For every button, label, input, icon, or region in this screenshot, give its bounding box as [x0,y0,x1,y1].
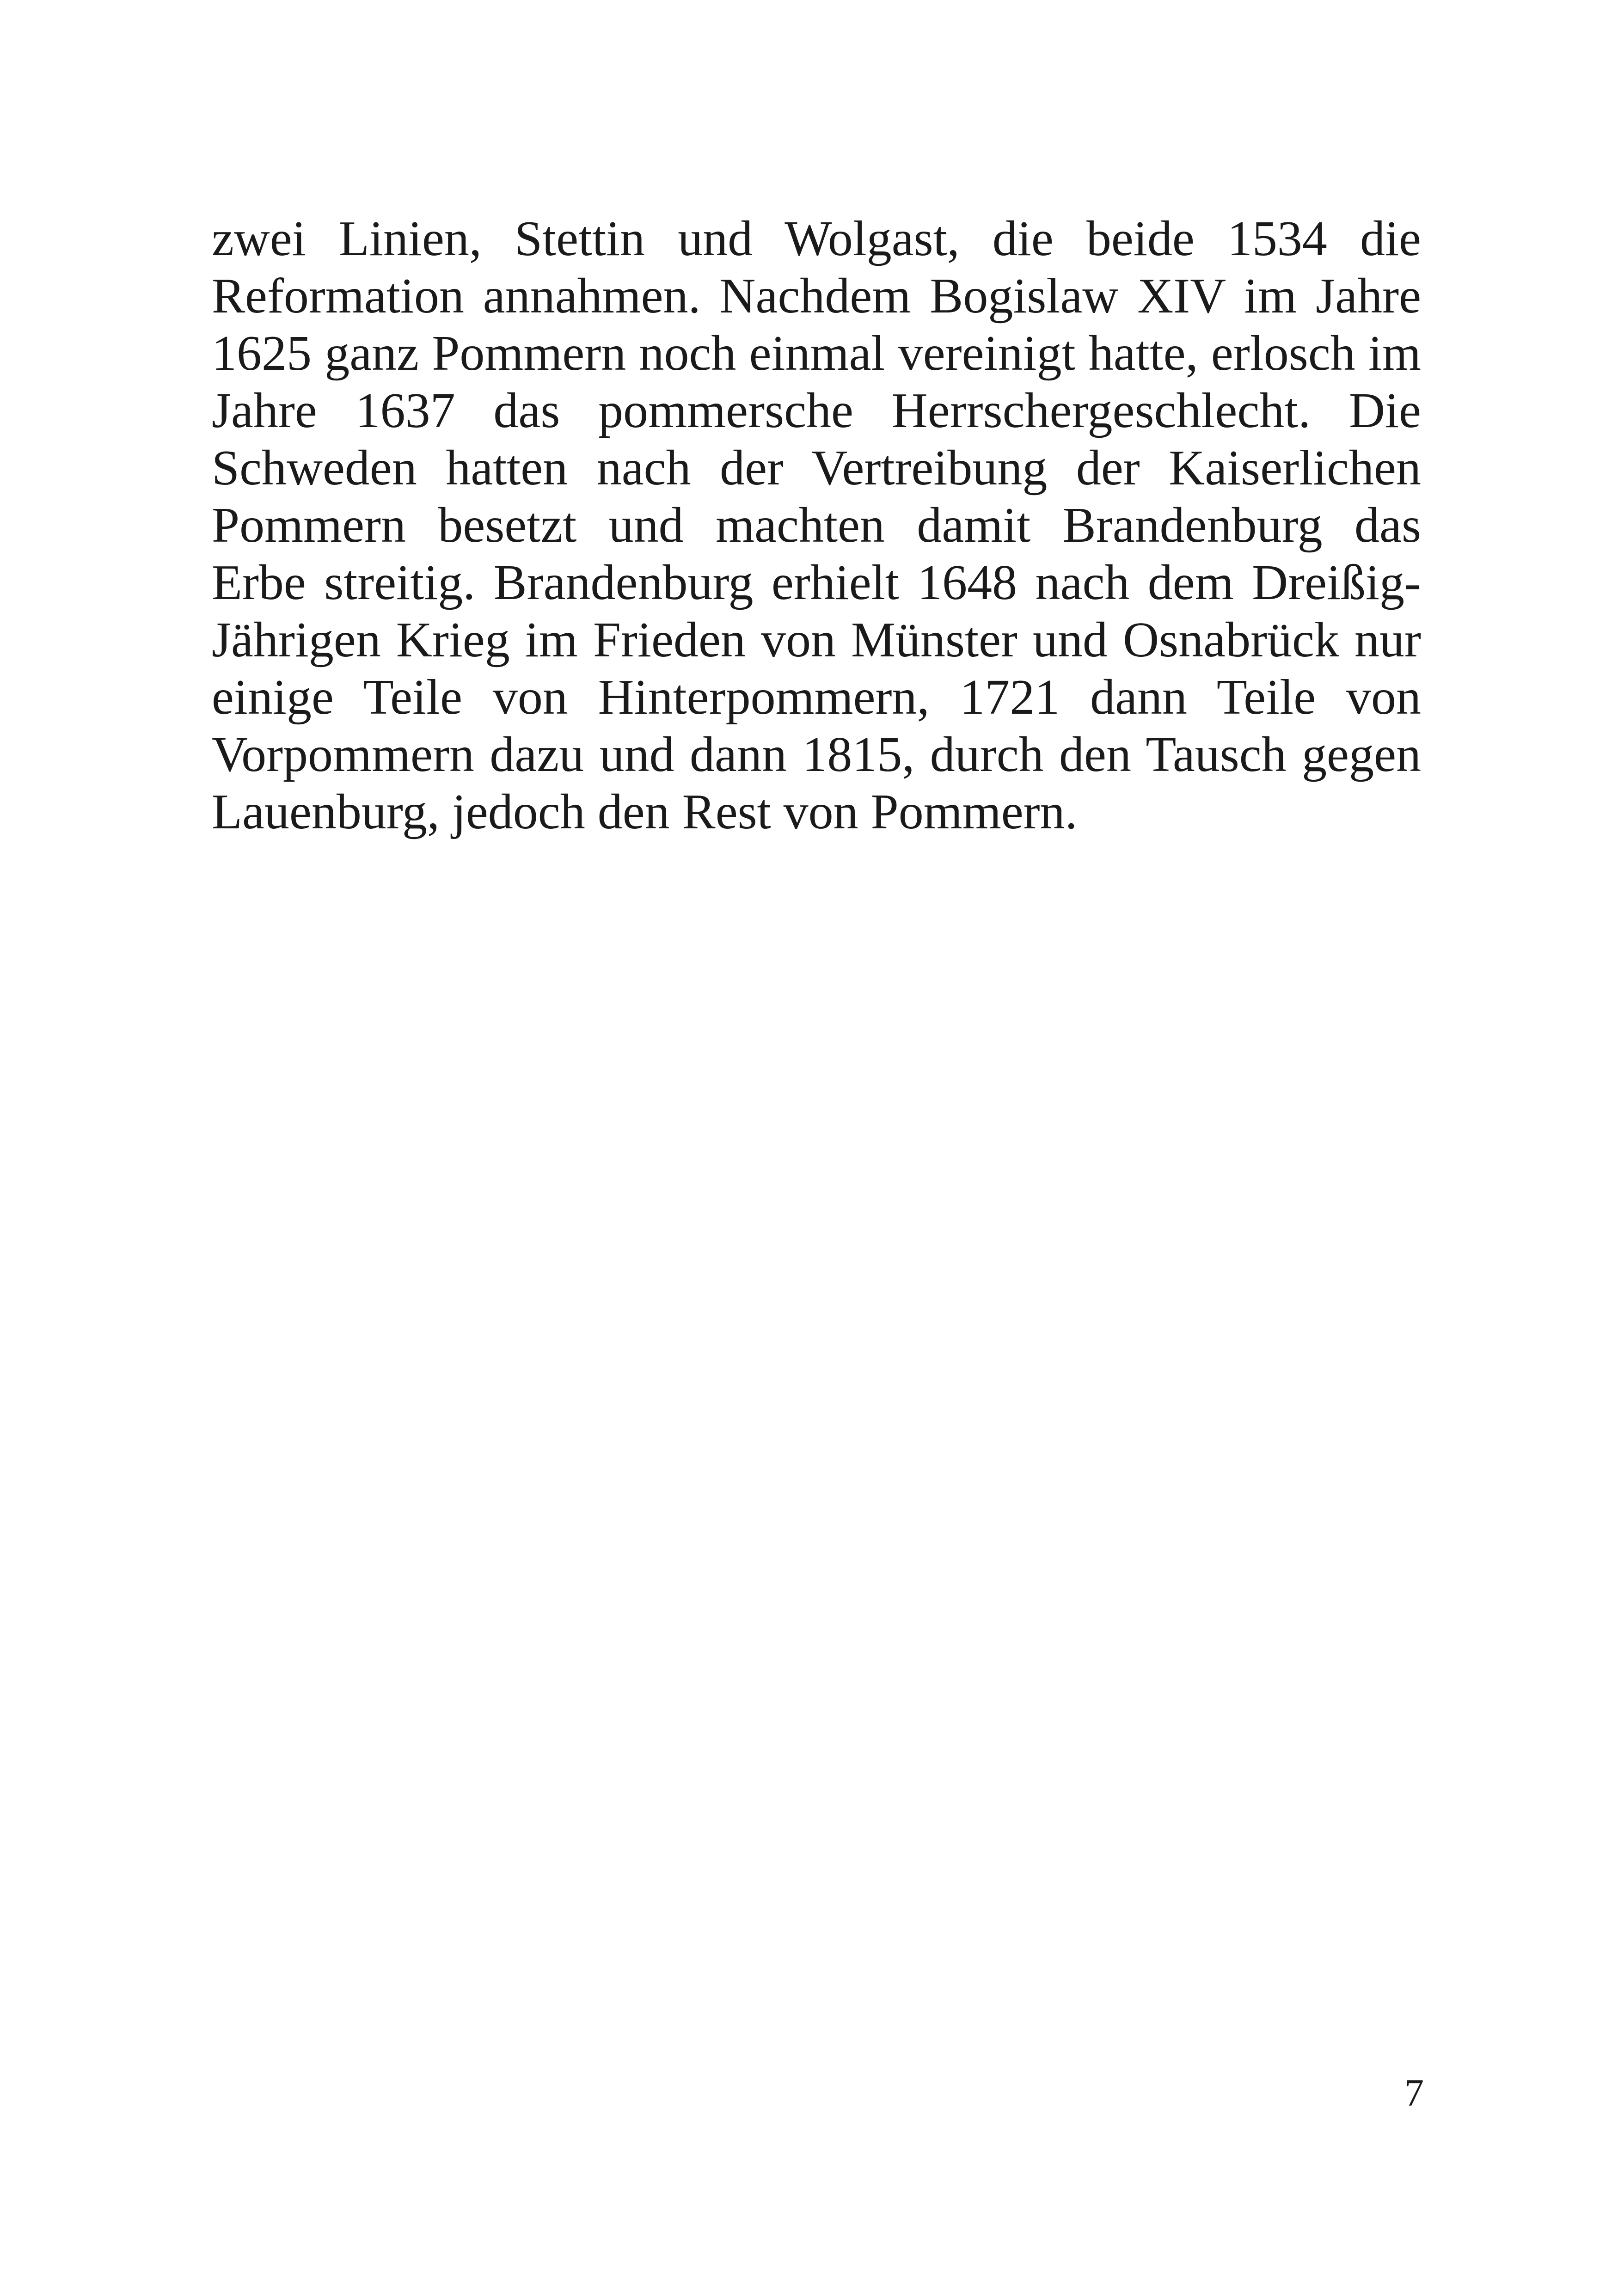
paragraph-line: 1625 ganz Pommern noch einmal vereinigt hatte, erlosch im [212,326,1421,381]
page-number: 7 [1404,2071,1424,2114]
paragraph-line: Schweden hatten nach der Vertreibung der Kaiserlichen [212,441,1421,496]
paragraph-line: Lauenburg, jedoch den Rest von Pommern. [212,784,1078,839]
paragraph-line: Jährigen Krieg im Frieden von Münster und Osnabrück nur [212,612,1421,667]
paragraph-line: Jahre 1637 das pommersche Herrschergeschlecht. Die [212,383,1421,438]
paragraph-line: zwei Linien, Stettin und Wolgast, die beide 1534 die [212,211,1421,266]
paragraph-line: Vorpommern dazu und dann 1815, durch den Tausch gegen [212,727,1421,782]
paragraph-line: einige Teile von Hinterpommern, 1721 dann Teile von [212,670,1421,725]
paragraph-line: Erbe streitig. Brandenburg erhielt 1648 nach dem Dreißig- [212,555,1421,610]
body-paragraph [212,210,1421,841]
paragraph-line: Reformation annahmen. Nachdem Bogislaw XIV im Jahre [212,269,1421,324]
paragraph-line: Pommern besetzt und machten damit Brandenburg das [212,498,1421,553]
